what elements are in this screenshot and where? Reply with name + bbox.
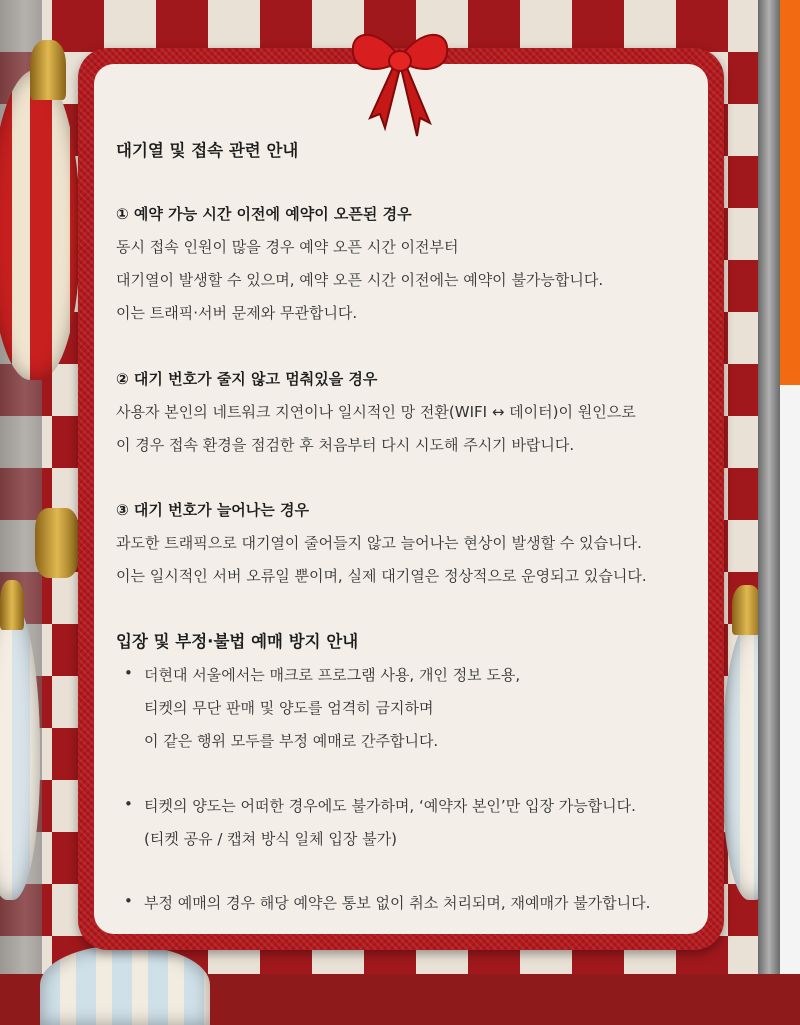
ornament-finial-left-top <box>30 40 66 100</box>
balloon-decoration-bottom <box>40 945 210 1025</box>
ornament-finial-left-bottom <box>0 580 24 630</box>
item-2-heading: ② 대기 번호가 줄지 않고 멈춰있을 경우 <box>116 370 378 388</box>
bullet-marker-2: • <box>124 795 133 813</box>
white-side-strip <box>780 385 800 974</box>
ribbon-bow-icon <box>345 18 455 143</box>
item-3-heading: ③ 대기 번호가 늘어나는 경우 <box>116 501 309 519</box>
bullet-2-line-1: 티켓의 양도는 어떠한 경우에도 불가하며, ‘예약자 본인’만 입장 가능합니다. <box>144 797 636 815</box>
item-3-line-1: 과도한 트래픽으로 대기열이 줄어들지 않고 늘어나는 현상이 발생할 수 있습니다. <box>116 534 642 552</box>
right-edge-shade <box>758 0 780 974</box>
section-title-queue: 대기열 및 접속 관련 안내 <box>116 141 299 160</box>
ornament-basket-left <box>35 508 79 578</box>
item-1-line-2: 대기열이 발생할 수 있으며, 예약 오픈 시간 이전에는 예약이 불가능합니다. <box>116 271 604 289</box>
orange-side-strip <box>780 0 800 385</box>
item-1-line-3: 이는 트래픽·서버 문제와 무관합니다. <box>116 304 358 322</box>
bullet-1-line-2: 티켓의 무단 판매 및 양도를 엄격히 금지하며 <box>144 699 434 717</box>
item-1-line-1: 동시 접속 인원이 많을 경우 예약 오픈 시간 이전부터 <box>116 238 459 256</box>
item-1-heading: ① 예약 가능 시간 이전에 예약이 오픈된 경우 <box>116 205 412 223</box>
item-2-line-2: 이 경우 접속 환경을 점검한 후 처음부터 다시 시도해 주시기 바랍니다. <box>116 436 575 454</box>
bullet-1-line-3: 이 같은 행위 모두를 부정 예매로 간주합니다. <box>144 732 439 750</box>
bullet-2-line-2: (티켓 공유 / 캡쳐 방식 일체 입장 불가) <box>144 830 397 848</box>
bullet-marker-3: • <box>124 892 133 910</box>
section-title-entry: 입장 및 부정·불법 예매 방지 안내 <box>116 632 359 651</box>
item-2-line-1: 사용자 본인의 네트워크 지연이나 일시적인 망 전환(WIFI ↔ 데이터)이 원인으로 <box>116 403 636 421</box>
bullet-3-line-1: 부정 예매의 경우 해당 예약은 통보 없이 취소 처리되며, 재예매가 불가합니다. <box>144 894 651 912</box>
item-3-line-2: 이는 일시적인 서버 오류일 뿐이며, 실제 대기열은 정상적으로 운영되고 있습니다. <box>116 567 647 585</box>
bullet-marker-1: • <box>124 664 133 682</box>
bullet-1-line-1: 더현대 서울에서는 매크로 프로그램 사용, 개인 정보 도용, <box>144 666 521 684</box>
